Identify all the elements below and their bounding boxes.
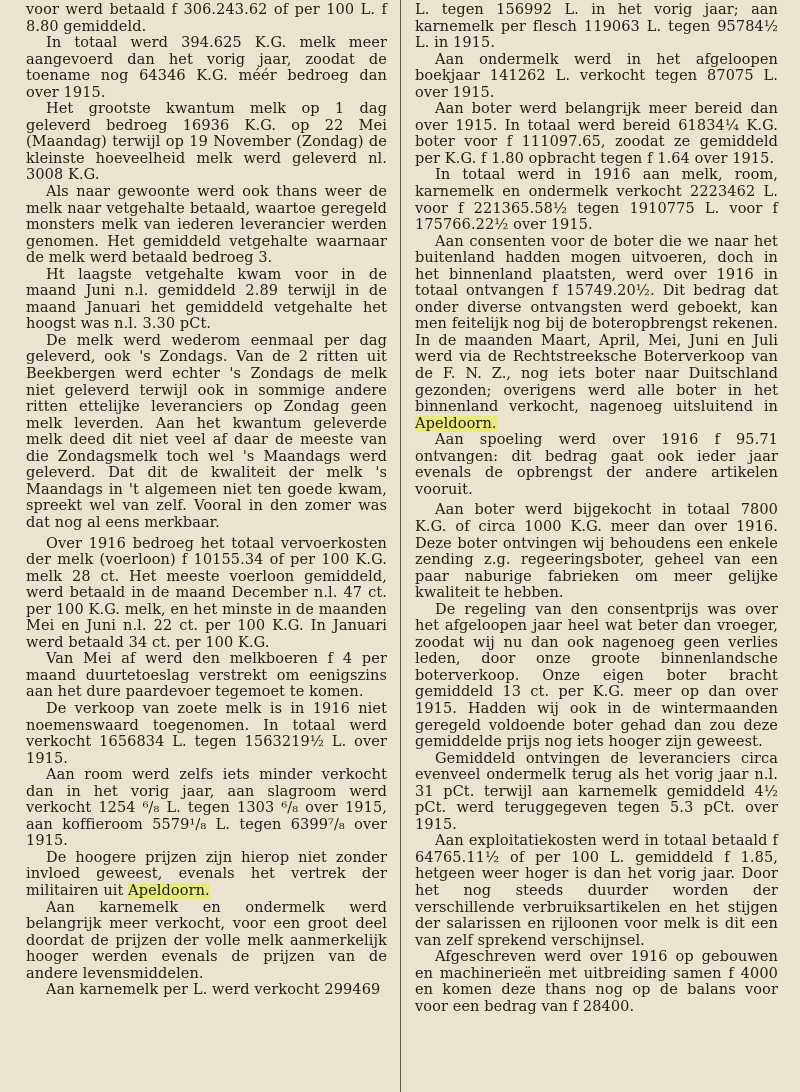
paragraph: De regeling van den consentprijs was over het afgeloopen jaar heel wat beter dan vroeger, zoodat wij nu dan ook nagenoeg geen verlies leden, door onze groote binnenlandsche boterverkoop. Onze eigen boter bracht gemiddeld 13 ct. per K.G. meer op dan over 1915. Hadden wij ook in de wintermaanden geregeld voldoende boter gehad dan zou deze gemiddelde prijs nog iets hooger zijn geweest. [415, 601, 778, 751]
column-divider [400, 0, 401, 1092]
paragraph: In totaal werd 394.625 K.G. melk meer aangevoerd dan het vorig jaar, zoodat de toename nog 64346 K.G. méér bedroeg dan over 1915. [26, 35, 387, 101]
paragraph-text: Aan consenten voor de boter die we naar het buitenland hadden mogen uitvoeren, doch in het binnenland plaatsten, werd over 1916 in totaal ontvangen f 15749.20½. Dit bedrag dat onder diverse ontvangsten werd geboekt, kan men feitelijk nog bij de boteropbrengst rekenen. In de maanden Maart, April, Mei, Juni en Juli werd via de Rechtstreeksche Boterverkoop van de F. N. Z., nog iets boter naar Duitschland gezonden; overigens werd alle boter in het binnenland verkocht, nagenoeg uitsluitend in [415, 233, 778, 416]
paragraph: Als naar gewoonte werd ook thans weer de melk naar vetgehalte betaald, waartoe geregeld monsters melk van iederen leverancier werden genomen. Het gemiddeld vetgehalte waarnaar de melk werd betaald bedroeg 3. [26, 184, 387, 267]
paragraph-with-highlight [26, 850, 387, 900]
paragraph: Aan ondermelk werd in het afgeloopen boekjaar 141262 L. verkocht tegen 87075 L. over 1915. [415, 51, 778, 101]
paragraph: L. tegen 156992 L. in het vorig jaar; aan karnemelk per flesch 119063 L. tegen 95784½ L. in 1915. [415, 2, 778, 52]
highlighted-term: Apeldoorn. [128, 882, 210, 899]
paragraph: Aan karnemelk en ondermelk werd belangrijk meer verkocht, voor een groot deel doordat de prijzen der volle melk aanmerkelijk hooger werden evenals de prijzen van de andere levensmiddelen. [26, 899, 387, 982]
paragraph: De verkoop van zoete melk is in 1916 niet noemenswaard toegenomen. In totaal werd verkocht 1656834 L. tegen 1563219½ L. over 1915. [26, 700, 387, 767]
paragraph: In totaal werd in 1916 aan melk, room, karnemelk en ondermelk verkocht 2223462 L. voor f 221365.58½ tegen 1910775 L. voor f 175766.22½ over 1915. [415, 167, 778, 234]
paragraph-with-highlight [415, 234, 778, 433]
paragraph: Aan room werd zelfs iets minder verkocht dan in het vorig jaar, aan slagroom werd verkocht 1254 ⁶/₈ L. tegen 1303 ⁶/₈ over 1915, aan koffieroom 5579¹/₈ L. tegen 6399⁷/₈ over 1915. [26, 767, 387, 850]
paragraph: Het grootste kwantum melk op 1 dag geleverd bedroeg 16936 K.G. op 22 Mei (Maandag) terwijl op 19 November (Zondag) de kleinste hoeveelheid melk werd geleverd nl. 3008 K.G. [26, 101, 387, 184]
right-column [415, 2, 778, 1015]
paragraph: Gemiddeld ontvingen de leveranciers circa evenveel ondermelk terug als het vorig jaar n.l. 31 pCt. terwijl aan karnemelk gemiddeld 4½ pCt. werd teruggegeven tegen 5.3 pCt. over 1915. [415, 750, 778, 833]
paragraph: Afgeschreven werd over 1916 op gebouwen en machinerieën met uitbreiding samen f 4000 en komen deze thans nog op de balans voor voor een bedrag van f 28400. [415, 949, 778, 1015]
highlighted-term: Apeldoorn. [415, 415, 497, 432]
paragraph-text: De hoogere prijzen zijn hierop niet zonder invloed geweest, evenals het vertrek der militairen uit [26, 849, 387, 899]
paragraph: voor werd betaald f 306.243.62 of per 100 L. f 8.80 gemiddeld. [26, 2, 387, 35]
paragraph: Aan boter werd bijgekocht in totaal 7800 K.G. of circa 1000 K.G. meer dan over 1916. Deze boter ontvingen wij behoudens een enkele zending z.g. regeeringsboter, geheel van een paar naburige fabrieken om meer gelijke kwaliteit te hebben. [415, 502, 778, 602]
paragraph: Aan boter werd belangrijk meer bereid dan over 1915. In totaal werd bereid 61834¼ K.G. boter voor f 111097.65, zoodat ze gemiddeld per K.G. f 1.80 opbracht tegen f 1.64 over 1915. [415, 101, 778, 167]
paragraph: Aan karnemelk per L. werd verkocht 299469 [46, 982, 381, 999]
paragraph: Aan spoeling werd over 1916 f 95.71 ontvangen: dit bedrag gaat ook ieder jaar evenals de opbrengst der andere artikelen vooruit. [415, 432, 778, 498]
paragraph: Ht laagste vetgehalte kwam voor in de maand Juni n.l. gemiddeld 2.89 terwijl in de maand Januari het gemiddeld vetgehalte het hoogst was n.l. 3.30 pCt. [26, 266, 387, 333]
paragraph: Over 1916 bedroeg het totaal vervoerkosten der melk (voerloon) f 10155.34 of per 100 K.G. melk 28 ct. Het meeste voerloon gemiddeld, werd betaald in de maand December n.l. 47 ct. per 100 K.G. melk, en het minste in de maanden Mei en Juni n.l. 22 ct. per 100 K.G. In Januari werd betaald 34 ct. per 100 K.G. [26, 535, 387, 651]
paragraph: De melk werd wederom eenmaal per dag geleverd, ook 's Zondags. Van de 2 ritten uit Beekbergen werd echter 's Zondags de melk niet geleverd terwijl ook in sommige andere ritten ettelijke leveranciers op Zondag geen melk leverden. Aan het kwantum geleverde melk deed dit niet veel af daar de meeste van die Zondagsmelk toch wel 's Maandags werd geleverd. Dat dit de kwaliteit der melk 's Maandags in 't algemeen niet ten goede kwam, spreekt wel van zelf. Vooral in den zomer was dat nog al eens merkbaar. [26, 332, 387, 531]
paragraph: Van Mei af werd den melkboeren f 4 per maand duurtetoeslag verstrekt om eenigszins aan het dure paardevoer tegemoet te komen. [26, 651, 387, 701]
paragraph: Aan exploitatiekosten werd in totaal betaald f 64765.11½ of per 100 L. gemiddeld f 1.85, hetgeen weer hoger is dan het vorig jaar. Door het nog steeds duurder worden der verschillende verbruiksartikelen en het stijgen der salarissen en rijloonen voor melk is dit een van zelf sprekend verschijnsel. [415, 833, 778, 949]
left-column [26, 2, 387, 999]
